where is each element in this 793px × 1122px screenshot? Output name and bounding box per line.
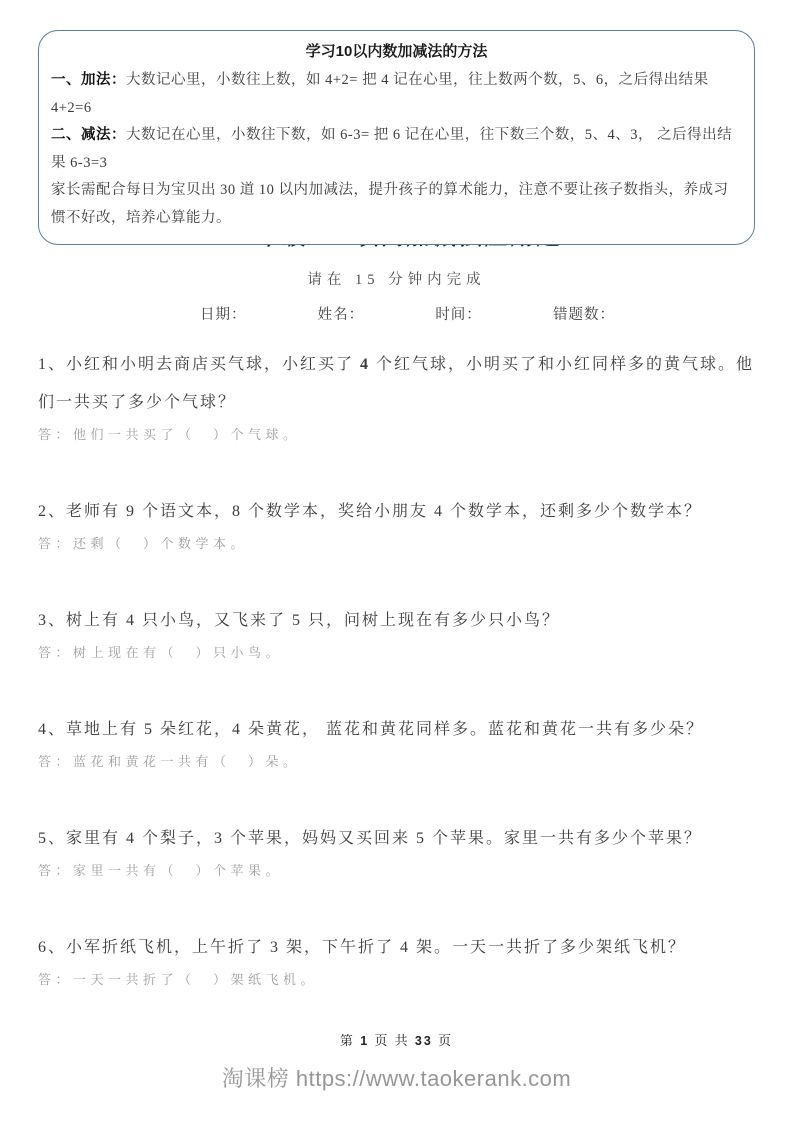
field-label-date: 日期： <box>200 307 247 323</box>
question-4-pre: 4、草地上有 5 朵红花，4 朵黄花， 蓝花和黄花同样多。蓝花和黄花一共有多少朵？ <box>38 721 705 738</box>
answer-line-4: 答：蓝花和黄花一共有（ ）朵。 <box>38 754 301 769</box>
field-label-errors: 错题数： <box>552 307 615 323</box>
page-number <box>0 1030 793 1049</box>
question-text-1 <box>38 346 755 422</box>
watermark-site-link[interactable]: 淘课榜 https://www.taokerank.com <box>221 1066 572 1091</box>
question-block-4 <box>38 711 755 773</box>
question-block-6 <box>38 929 755 991</box>
parent-note-text: 家长需配合每日为宝贝出 30 道 10 以内加减法，提升孩子的算术能力，注意不要让孩子数指头，养成习惯不好改，培养心算能力。 <box>51 182 729 226</box>
question-1-pre: 1、小红和小明去商店买气球，小红买了 <box>38 356 361 373</box>
page-number-current: 1 <box>360 1034 370 1048</box>
question-1-bold: 4 <box>360 356 371 373</box>
addition-rule-text: 大数记心里，小数往上数，如 4+2= 把 4 记在心里，往上数两个数，5、6，之后得出结果 4+2=6 <box>51 72 709 116</box>
question-block-1 <box>38 346 755 446</box>
page-number-total: 33 <box>414 1034 433 1048</box>
question-text-6 <box>38 929 755 967</box>
answer-line-3: 答：树上现在有（ ）只小鸟。 <box>38 645 284 660</box>
instruction-box-title: 学习10以内数加减法的方法 <box>305 43 488 60</box>
question-6-pre: 6、小军折纸飞机，上午折了 3 架，下午折了 4 架。一天一共折了多少架纸飞机？ <box>38 939 687 956</box>
question-text-4 <box>38 711 755 749</box>
fill-in-fields-row <box>200 303 615 324</box>
question-block-5 <box>38 820 755 882</box>
question-text-5 <box>38 820 755 858</box>
addition-rule-label: 一、加法： <box>51 72 126 88</box>
page-number-suffix: 页 <box>438 1033 454 1048</box>
question-5-pre: 5、家里有 4 个梨子，3 个苹果，妈妈又买回来 5 个苹果。家里一共有多少个苹果？ <box>38 830 703 847</box>
subtraction-rule-label: 二、减法： <box>51 127 126 143</box>
question-1-post: 个红气球，小明买了和小红同样多的黄气球。他们一共买了多少个气球？ <box>38 356 755 411</box>
page-number-prefix: 第 <box>339 1033 355 1048</box>
addition-rule-line <box>51 67 742 122</box>
question-list <box>38 346 755 991</box>
answer-line-5: 答：家里一共有（ ）个苹果。 <box>38 863 284 878</box>
question-block-2 <box>38 493 755 555</box>
time-limit-subtitle: 请在 15 分钟内完成 <box>307 272 486 288</box>
method-instruction-box <box>38 30 755 245</box>
field-label-time: 时间： <box>435 307 482 323</box>
question-text-2 <box>38 493 755 531</box>
question-2-pre: 2、老师有 9 个语文本，8 个数学本，奖给小朋友 4 个数学本，还剩多少个数学本？ <box>38 503 703 520</box>
answer-line-2: 答：还剩（ ）个数学本。 <box>38 536 249 551</box>
page-number-mid: 页 共 <box>374 1033 410 1048</box>
subtraction-rule-text: 大数记在心里，小数往下数，如 6-3= 把 6 记在心里，往下数三个数，5、4、3， 之后得出结果 6-3=3 <box>51 127 733 171</box>
answer-line-1: 答：他们一共买了（ ）个气球。 <box>38 427 301 442</box>
question-block-3 <box>38 602 755 664</box>
subtraction-rule-line <box>51 122 742 177</box>
question-text-3 <box>38 602 755 640</box>
answer-line-6: 答：一天一共折了（ ）架纸飞机。 <box>38 972 319 987</box>
field-label-name: 姓名： <box>317 307 365 323</box>
question-3-pre: 3、树上有 4 只小鸟，又飞来了 5 只，问树上现在有多少只小鸟？ <box>38 612 561 629</box>
